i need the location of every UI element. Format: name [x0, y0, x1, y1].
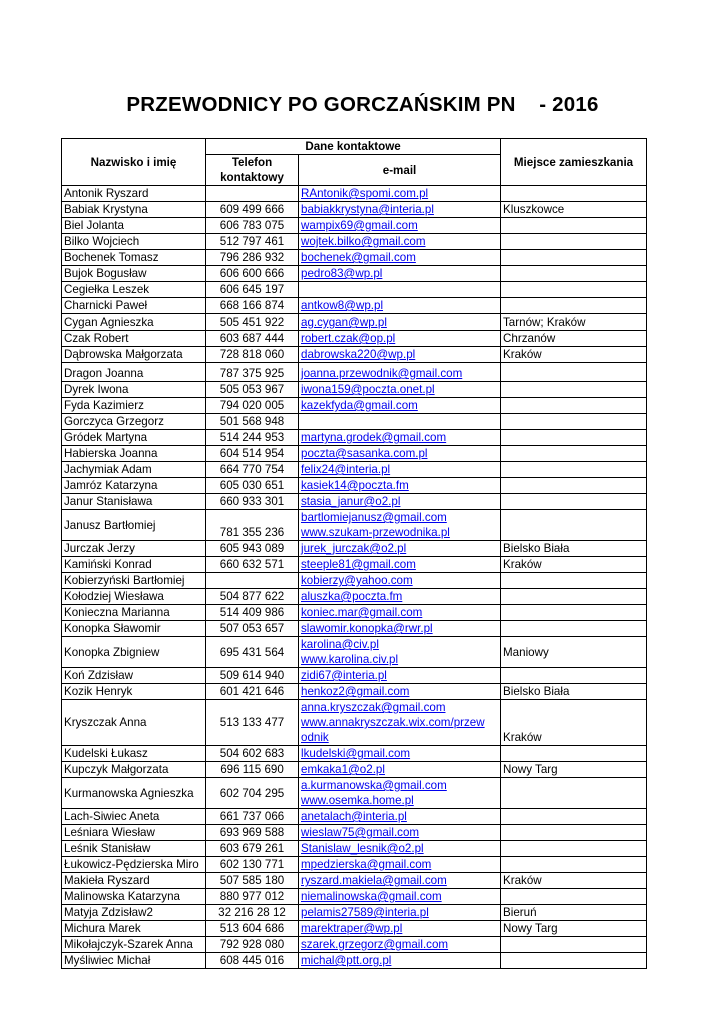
table-row: [62, 398, 647, 414]
cell-phone: 606 600 666: [206, 266, 299, 282]
cell-phone: 693 969 588: [206, 825, 299, 841]
table-row: [62, 250, 647, 266]
email-link[interactable]: steeple81@gmail.com: [301, 558, 416, 571]
table-row: [62, 953, 647, 969]
cell-email: [299, 684, 501, 700]
cell-name: Kołodziej Wiesława: [62, 589, 206, 605]
cell-phone: 728 818 060: [206, 347, 299, 363]
cell-place: [501, 298, 647, 314]
cell-email: [299, 331, 501, 347]
cell-phone: 609 499 666: [206, 202, 299, 218]
cell-place: [501, 494, 647, 510]
cell-name: Leśnik Stanisław: [62, 841, 206, 857]
cell-email: [299, 605, 501, 621]
cell-name: Malinowska Katarzyna: [62, 889, 206, 905]
page-title: PRZEWODNICY PO GORCZAŃSKIM PN - 2016: [126, 93, 599, 116]
cell-name: Leśniara Wiesław: [62, 825, 206, 841]
cell-name: Biel Jolanta: [62, 218, 206, 234]
email-link[interactable]: slawomir.konopka@rwr.pl: [301, 622, 433, 635]
cell-email: [299, 937, 501, 953]
cell-name: Bujok Bogusław: [62, 266, 206, 282]
table-row: [62, 282, 647, 298]
cell-place: Kraków: [501, 700, 647, 746]
email-link[interactable]: ryszard.makiela@gmail.com: [301, 874, 447, 887]
cell-phone: 880 977 012: [206, 889, 299, 905]
table-row: [62, 825, 647, 841]
cell-email: [299, 589, 501, 605]
email-link[interactable]: iwona159@poczta.onet.pl: [301, 383, 435, 396]
email-link[interactable]: wampix69@gmail.com: [301, 219, 418, 232]
table-row: [62, 557, 647, 573]
cell-place: [501, 841, 647, 857]
cell-email: [299, 446, 501, 462]
email-link[interactable]: a.kurmanowska@gmail.com: [301, 779, 447, 792]
cell-place: Kluszkowce: [501, 202, 647, 218]
email-link[interactable]: szarek.grzegorz@gmail.com: [301, 938, 449, 951]
cell-phone: 781 355 236: [206, 510, 299, 541]
cell-name: Myśliwiec Michał: [62, 953, 206, 969]
cell-name: Kupczyk Małgorzata: [62, 762, 206, 778]
table-row: [62, 266, 647, 282]
email-link[interactable]: jurek_jurczak@o2.pl: [301, 542, 407, 555]
cell-phone: 514 244 953: [206, 430, 299, 446]
cell-email: [299, 700, 501, 746]
cell-place: [501, 363, 647, 382]
cell-name: Babiak Krystyna: [62, 202, 206, 218]
cell-place: [501, 621, 647, 637]
cell-phone: 512 797 461: [206, 234, 299, 250]
cell-email: [299, 857, 501, 873]
cell-place: Chrzanów: [501, 331, 647, 347]
cell-email: [299, 298, 501, 314]
cell-phone: 509 614 940: [206, 668, 299, 684]
email-link[interactable]: www.osemka.home.pl: [301, 794, 414, 807]
email-link[interactable]: michal@ptt.org.pl: [301, 954, 392, 967]
email-link[interactable]: ag.cygan@wp.pl: [301, 316, 387, 329]
table-row: [62, 331, 647, 347]
table-row: [62, 363, 647, 382]
cell-phone: 604 514 954: [206, 446, 299, 462]
email-link[interactable]: joanna.przewodnik@gmail.com: [301, 367, 463, 380]
cell-email: [299, 414, 501, 430]
header-place: Miejsce zamieszkania: [501, 139, 647, 186]
cell-name: Bilko Wojciech: [62, 234, 206, 250]
header-phone: [206, 155, 299, 186]
table-row: [62, 573, 647, 589]
cell-email: [299, 234, 501, 250]
cell-place: [501, 414, 647, 430]
cell-place: [501, 809, 647, 825]
cell-place: [501, 382, 647, 398]
email-link[interactable]: www.szukam-przewodnika.pl: [301, 526, 450, 539]
cell-phone: 660 632 571: [206, 557, 299, 573]
cell-name: Konopka Zbigniew: [62, 637, 206, 668]
email-link[interactable]: zidi67@interia.pl: [301, 669, 387, 682]
email-link[interactable]: RAntonik@spomi.com.pl: [301, 187, 429, 200]
email-link[interactable]: poczta@sasanka.com.pl: [301, 447, 428, 460]
cell-place: [501, 778, 647, 809]
cell-name: Charnicki Paweł: [62, 298, 206, 314]
email-link[interactable]: felix24@interia.pl: [301, 463, 391, 476]
table-row: [62, 298, 647, 314]
cell-place: Nowy Targ: [501, 921, 647, 937]
email-link[interactable]: Stanislaw_lesnik@o2.pl: [301, 842, 424, 855]
cell-email: [299, 202, 501, 218]
email-link[interactable]: anetalach@interia.pl: [301, 810, 407, 823]
guides-table: [61, 138, 647, 969]
cell-place: [501, 573, 647, 589]
email-link[interactable]: marektraper@wp.pl: [301, 922, 403, 935]
cell-place: [501, 266, 647, 282]
email-link[interactable]: pelamis27589@interia.pl: [301, 906, 429, 919]
cell-place: [501, 478, 647, 494]
cell-place: [501, 746, 647, 762]
table-row: [62, 202, 647, 218]
cell-phone: 664 770 754: [206, 462, 299, 478]
cell-place: [501, 446, 647, 462]
cell-email: [299, 510, 501, 541]
cell-email: [299, 668, 501, 684]
table-row: [62, 430, 647, 446]
table-row: [62, 857, 647, 873]
cell-place: Bielsko Biała: [501, 541, 647, 557]
table-row: [62, 937, 647, 953]
cell-phone: 696 115 690: [206, 762, 299, 778]
cell-name: Czak Robert: [62, 331, 206, 347]
cell-place: Bieruń: [501, 905, 647, 921]
cell-email: [299, 382, 501, 398]
cell-email: [299, 314, 501, 331]
table-row: [62, 621, 647, 637]
cell-email: [299, 494, 501, 510]
email-link[interactable]: bochenek@gmail.com: [301, 251, 416, 264]
cell-phone: 32 216 28 12: [206, 905, 299, 921]
cell-phone: 606 645 197: [206, 282, 299, 298]
cell-place: Kraków: [501, 557, 647, 573]
cell-email: [299, 347, 501, 363]
cell-phone: 787 375 925: [206, 363, 299, 382]
cell-name: Kurmanowska Agnieszka: [62, 778, 206, 809]
cell-name: Dąbrowska Małgorzata: [62, 347, 206, 363]
cell-place: [501, 889, 647, 905]
cell-email: [299, 621, 501, 637]
header-phone-line1: Telefon: [231, 156, 273, 169]
cell-email: [299, 541, 501, 557]
cell-name: Kamiński Konrad: [62, 557, 206, 573]
cell-phone: [206, 573, 299, 589]
email-link[interactable]: pedro83@wp.pl: [301, 267, 383, 280]
cell-place: [501, 218, 647, 234]
table-row: [62, 478, 647, 494]
cell-phone: 504 602 683: [206, 746, 299, 762]
email-link[interactable]: karolina@civ.pl: [301, 638, 379, 651]
cell-phone: 605 943 089: [206, 541, 299, 557]
cell-phone: 505 053 967: [206, 382, 299, 398]
table-row: [62, 347, 647, 363]
cell-place: [501, 186, 647, 202]
cell-phone: 608 445 016: [206, 953, 299, 969]
cell-phone: 605 030 651: [206, 478, 299, 494]
email-link[interactable]: robert.czak@op.pl: [301, 332, 396, 345]
email-link[interactable]: dabrowska220@wp.pl: [301, 348, 416, 361]
cell-place: [501, 234, 647, 250]
email-link[interactable]: stasia_janur@o2.pl: [301, 495, 401, 508]
email-link[interactable]: henkoz2@gmail.com: [301, 685, 410, 698]
cell-name: Kudelski Łukasz: [62, 746, 206, 762]
cell-place: [501, 462, 647, 478]
cell-name: Dyrek Iwona: [62, 382, 206, 398]
cell-name: Gródek Martyna: [62, 430, 206, 446]
cell-name: Fyda Kazimierz: [62, 398, 206, 414]
cell-email: [299, 905, 501, 921]
cell-name: Jurczak Jerzy: [62, 541, 206, 557]
cell-phone: 501 568 948: [206, 414, 299, 430]
table-row: [62, 462, 647, 478]
email-link[interactable]: kazekfyda@gmail.com: [301, 399, 418, 412]
cell-phone: [206, 186, 299, 202]
cell-phone: 507 585 180: [206, 873, 299, 889]
table-row: [62, 382, 647, 398]
cell-place: [501, 398, 647, 414]
table-row: [62, 218, 647, 234]
email-link[interactable]: emkaka1@o2.pl: [301, 763, 385, 776]
cell-email: [299, 398, 501, 414]
table-row: [62, 762, 647, 778]
email-link[interactable]: lkudelski@gmail.com: [301, 747, 411, 760]
cell-name: Janur Stanisława: [62, 494, 206, 510]
email-link[interactable]: bartlomiejanusz@gmail.com: [301, 511, 447, 524]
cell-email: [299, 762, 501, 778]
cell-phone: 792 928 080: [206, 937, 299, 953]
cell-phone: 513 133 477: [206, 700, 299, 746]
cell-name: Mikołajczyk-Szarek Anna: [62, 937, 206, 953]
cell-place: Kraków: [501, 347, 647, 363]
email-link[interactable]: kasiek14@poczta.fm: [301, 479, 409, 492]
cell-name: Kozik Henryk: [62, 684, 206, 700]
cell-email: [299, 809, 501, 825]
email-link[interactable]: anna.kryszczak@gmail.com: [301, 701, 446, 714]
email-link[interactable]: www.karolina.civ.pl: [301, 653, 399, 666]
cell-email: [299, 889, 501, 905]
table-row: [62, 510, 647, 541]
cell-email: [299, 873, 501, 889]
cell-place: [501, 668, 647, 684]
email-link[interactable]: www.annakryszczak.wix.com/przew: [301, 716, 485, 729]
cell-phone: 602 130 771: [206, 857, 299, 873]
cell-phone: 602 704 295: [206, 778, 299, 809]
cell-phone: 504 877 622: [206, 589, 299, 605]
cell-phone: 507 053 657: [206, 621, 299, 637]
cell-name: Łukowicz-Pędzierska Miro: [62, 857, 206, 873]
cell-place: [501, 510, 647, 541]
cell-name: Jamróz Katarzyna: [62, 478, 206, 494]
table-row: [62, 841, 647, 857]
cell-name: Dragon Joanna: [62, 363, 206, 382]
cell-name: Matyja Zdzisław2: [62, 905, 206, 921]
email-link[interactable]: wieslaw75@gmail.com: [301, 826, 420, 839]
cell-email: [299, 921, 501, 937]
cell-name: Konieczna Marianna: [62, 605, 206, 621]
email-link[interactable]: antkow8@wp.pl: [301, 299, 384, 312]
table-row: [62, 746, 647, 762]
cell-phone: 601 421 646: [206, 684, 299, 700]
cell-place: [501, 282, 647, 298]
header-phone-line2: kontaktowy: [220, 171, 284, 184]
cell-phone: 661 737 066: [206, 809, 299, 825]
cell-place: [501, 937, 647, 953]
cell-email: [299, 462, 501, 478]
cell-email: [299, 557, 501, 573]
table-row: [62, 414, 647, 430]
cell-email: [299, 266, 501, 282]
cell-place: Tarnów; Kraków: [501, 314, 647, 331]
table-row: [62, 605, 647, 621]
cell-phone: 695 431 564: [206, 637, 299, 668]
cell-email: [299, 363, 501, 382]
cell-name: Kobierzyński Bartłomiej: [62, 573, 206, 589]
cell-name: Cegiełka Leszek: [62, 282, 206, 298]
cell-name: Jachymiak Adam: [62, 462, 206, 478]
cell-place: [501, 953, 647, 969]
cell-name: Habierska Joanna: [62, 446, 206, 462]
cell-phone: 603 687 444: [206, 331, 299, 347]
cell-place: [501, 250, 647, 266]
cell-name: Koń Zdzisław: [62, 668, 206, 684]
table-row: [62, 905, 647, 921]
cell-email: [299, 573, 501, 589]
table-row: [62, 700, 647, 746]
table-row: [62, 889, 647, 905]
table-row: [62, 778, 647, 809]
cell-email: [299, 637, 501, 668]
cell-place: Nowy Targ: [501, 762, 647, 778]
table-row: [62, 186, 647, 202]
cell-email: [299, 430, 501, 446]
cell-place: Bielsko Biała: [501, 684, 647, 700]
cell-email: [299, 825, 501, 841]
cell-phone: 505 451 922: [206, 314, 299, 331]
email-link[interactable]: martyna.grodek@gmail.com: [301, 431, 447, 444]
table-row: [62, 541, 647, 557]
table-row: [62, 589, 647, 605]
email-link[interactable]: koniec.mar@gmail.com: [301, 606, 423, 619]
cell-phone: 794 020 005: [206, 398, 299, 414]
table-row: [62, 446, 647, 462]
cell-place: [501, 430, 647, 446]
table-row: [62, 314, 647, 331]
cell-place: [501, 825, 647, 841]
cell-email: [299, 953, 501, 969]
email-link[interactable]: wojtek.bilko@gmail.com: [301, 235, 426, 248]
cell-email: [299, 250, 501, 266]
cell-phone: 606 783 075: [206, 218, 299, 234]
email-link[interactable]: babiakkrystyna@interia.pl: [301, 203, 434, 216]
email-link[interactable]: niemalinowska@gmail.com: [301, 890, 442, 903]
cell-phone: 668 166 874: [206, 298, 299, 314]
cell-name: Michura Marek: [62, 921, 206, 937]
cell-name: Makieła Ryszard: [62, 873, 206, 889]
email-link[interactable]: odnik: [301, 731, 329, 744]
cell-name: Gorczyca Grzegorz: [62, 414, 206, 430]
table-row: [62, 684, 647, 700]
cell-place: [501, 589, 647, 605]
table-row: [62, 668, 647, 684]
email-link[interactable]: mpedzierska@gmail.com: [301, 858, 432, 871]
header-name: Nazwisko i imię: [62, 139, 206, 186]
cell-name: Konopka Sławomir: [62, 621, 206, 637]
cell-email: [299, 841, 501, 857]
cell-place: Kraków: [501, 873, 647, 889]
cell-phone: 513 604 686: [206, 921, 299, 937]
cell-phone: 660 933 301: [206, 494, 299, 510]
table-row: [62, 637, 647, 668]
cell-email: [299, 186, 501, 202]
email-link[interactable]: kobierzy@yahoo.com: [301, 574, 413, 587]
cell-phone: 796 286 932: [206, 250, 299, 266]
cell-name: Janusz Bartłomiej: [62, 510, 206, 541]
cell-email: [299, 746, 501, 762]
cell-name: Lach-Siwiec Aneta: [62, 809, 206, 825]
cell-place: Maniowy: [501, 637, 647, 668]
cell-email: [299, 778, 501, 809]
table-body: [62, 186, 647, 969]
cell-name: Kryszczak Anna: [62, 700, 206, 746]
cell-name: Antonik Ryszard: [62, 186, 206, 202]
header-contact: Dane kontaktowe: [206, 139, 501, 155]
cell-name: Bochenek Tomasz: [62, 250, 206, 266]
cell-email: [299, 478, 501, 494]
cell-email: [299, 218, 501, 234]
cell-place: [501, 605, 647, 621]
cell-phone: 603 679 261: [206, 841, 299, 857]
email-link[interactable]: aluszka@poczta.fm: [301, 590, 403, 603]
cell-phone: 514 409 986: [206, 605, 299, 621]
table-row: [62, 494, 647, 510]
cell-place: [501, 857, 647, 873]
table-row: [62, 921, 647, 937]
table-row: [62, 809, 647, 825]
table-row: [62, 234, 647, 250]
cell-name: Cygan Agnieszka: [62, 314, 206, 331]
header-email: e-mail: [299, 155, 501, 186]
cell-email: [299, 282, 501, 298]
table-row: [62, 873, 647, 889]
